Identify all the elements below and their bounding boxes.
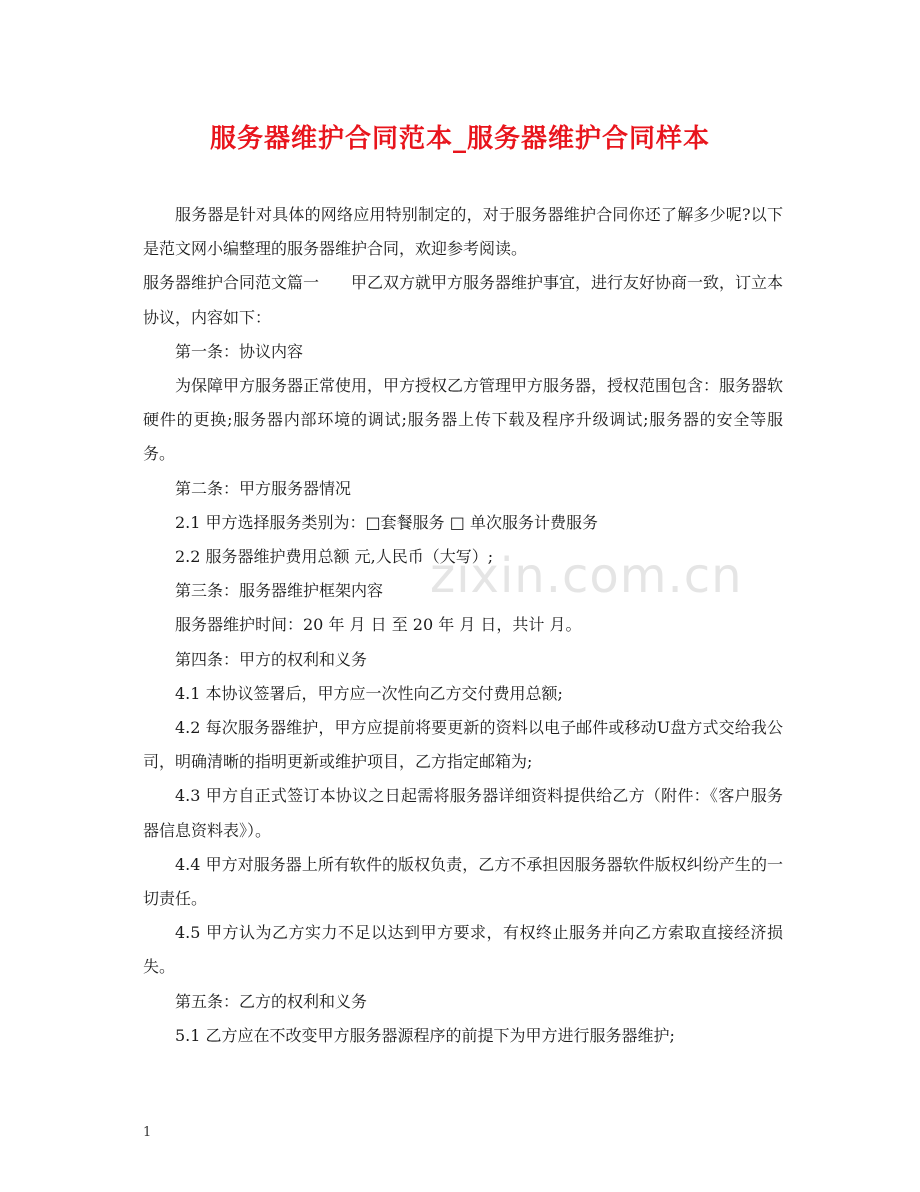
paragraph: 5.1 乙方应在不改变甲方服务器源程序的前提下为甲方进行服务器维护;	[175, 1025, 675, 1045]
paragraph: 为保障甲方服务器正常使用，甲方授权乙方管理甲方服务器，授权范围包含：服务器软硬件的更换;服务器内部环境的调试;服务器上传下载及程序升级调试;服务器的安全等服务。	[143, 376, 784, 464]
paragraph: 第三条：服务器维护框架内容	[175, 581, 384, 601]
watermark: zixin.com.cn	[430, 548, 743, 604]
paragraph: 服务器维护时间：20 年 月 日 至 20 年 月 日，共计 月。	[175, 615, 582, 635]
paragraph: 4.2 每次服务器维护，甲方应提前将要更新的资料以电子邮件或移动U盘方式交给我公司，明确清晰的指明更新或维护项目，乙方指定邮箱为;	[143, 718, 783, 772]
paragraph: 服务器维护合同范文篇一 甲乙双方就甲方服务器维护事宜，进行友好协商一致，订立本协议，内容如下：	[143, 273, 784, 327]
document-body	[143, 198, 783, 1053]
paragraph: 4.4 甲方对服务器上所有软件的版权负责，乙方不承担因服务器软件版权纠纷产生的一切责任。	[143, 854, 783, 909]
paragraph: 4.3 甲方自正式签订本协议之日起需将服务器详细资料提供给乙方（附件：《客户服务器信息资料表》）。	[143, 786, 783, 840]
paragraph: 2.2 服务器维护费用总额 元,人民币（大写）;	[175, 547, 494, 567]
paragraph: 2.1 甲方选择服务类别为：□套餐服务 □ 单次服务计费服务	[175, 512, 598, 532]
paragraph: 服务器是针对具体的网络应用特别制定的，对于服务器维护合同你还了解多少呢?以下是范文网小编整理的服务器维护合同，欢迎参考阅读。	[143, 205, 783, 259]
paragraph: 第二条：甲方服务器情况	[175, 478, 352, 498]
paragraph: 第五条：乙方的权利和义务	[175, 991, 368, 1011]
paragraph: 第一条：协议内容	[175, 341, 304, 361]
paragraph: 4.5 甲方认为乙方实力不足以达到甲方要求，有权终止服务并向乙方索取直接经济损失。	[143, 923, 783, 977]
paragraph: 第四条：甲方的权利和义务	[175, 649, 368, 669]
page-title: 服务器维护合同范本_服务器维护合同样本	[209, 124, 710, 154]
page-number: 1	[143, 1125, 152, 1140]
paragraph: 4.1 本协议签署后，甲方应一次性向乙方交付费用总额;	[175, 683, 563, 703]
